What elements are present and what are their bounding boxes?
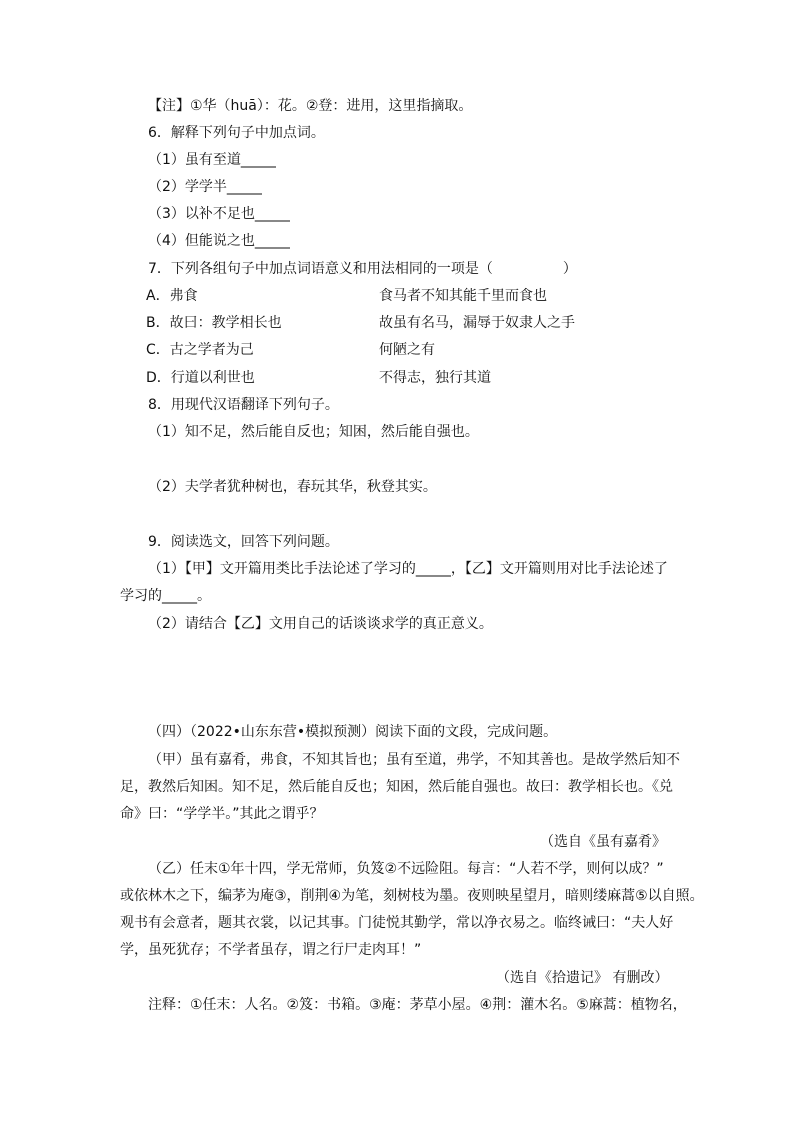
q6-item-2: （2）学学半_____	[148, 179, 262, 195]
q8-item-2: （2）夫学者犹种树也，春玩其华，秋登其实。	[148, 479, 437, 495]
q8-title: 8．用现代汉语翻译下列句子。	[148, 397, 339, 413]
jia-line-1: （甲）虽有嘉肴，弗食，不知其旨也；虽有至道，弗学，不知其善也。是故学然后知不	[148, 752, 680, 768]
q6-item-1: （1）虽有至道_____	[148, 152, 276, 168]
option-c-right: 何陋之有	[379, 342, 435, 358]
option-c-left: C．古之学者为己	[146, 342, 254, 358]
jia-line-3: 命》曰：“学学半。”其此之谓乎？	[120, 806, 324, 822]
option-d-right: 不得志，独行其道	[379, 370, 491, 386]
yi-line-1: （乙）任末①年十四，学无常师，负笈②不远险阻。每言：“人若不学，则何以成？”	[148, 861, 664, 877]
yi-source: （选自《拾遗记》 有删改）	[496, 970, 669, 986]
option-d-left: D．行道以利世也	[146, 370, 255, 386]
q8-item-1: （1）知不足，然后能自反也；知困，然后能自强也。	[148, 424, 479, 440]
option-b-right: 故虽有名马，漏辱于奴隶人之手	[379, 315, 575, 331]
q7-title: 7．下列各组句子中加点词语意义和用法相同的一项是（ ）	[148, 261, 577, 277]
yi-line-2: 或依林木之下，编茅为庵③，削荆④为笔，刻树枝为墨。夜则映星望月，暗则缕麻蒿⑤以自照。	[120, 888, 704, 904]
q9-title: 9．阅读选文，回答下列问题。	[148, 534, 339, 550]
q9-item-1-line-2: 学习的_____。	[120, 588, 211, 604]
jia-source: （选自《虽有嘉肴》	[540, 834, 666, 850]
q6-item-3: （3）以补不足也_____	[148, 206, 290, 222]
option-a-left: A．弗食	[146, 288, 198, 304]
annotation-notes: 注释：①任末：人名。②笈：书箱。③庵：茅草小屋。④荆：灌木名。⑤麻蒿：植物名，	[148, 997, 687, 1013]
yi-line-4: 学，虽死犹存；不学者虽存，谓之行尸走肉耳！”	[120, 942, 422, 958]
q9-item-2: （2）请结合【乙】文用自己的话谈谈求学的真正意义。	[148, 616, 493, 632]
q6-item-4: （4）但能说之也_____	[148, 233, 290, 249]
section-header: （四）（2022•山东东营•模拟预测）阅读下面的文段，完成问题。	[148, 724, 558, 740]
yi-line-3: 观书有会意者，题其衣裳，以记其事。门徒悦其勤学，常以净衣易之。临终诫曰：“夫人好	[120, 915, 674, 931]
option-a-right: 食马者不知其能千里而食也	[379, 288, 547, 304]
jia-line-2: 足，教然后知困。知不足，然后能自反也；知困，然后能自强也。故曰：教学相长也。《兑	[120, 779, 673, 795]
note-line: 【注】①华（huā）：花。②登：进用，这里指摘取。	[148, 98, 473, 114]
q9-item-1-line-1: （1）【甲】文开篇用类比手法论述了学习的_____，【乙】文开篇则用对比手法论述了	[148, 561, 668, 577]
q6-title: 6．解释下列句子中加点词。	[148, 125, 325, 141]
option-b-left: B．故曰：教学相长也	[146, 315, 282, 331]
